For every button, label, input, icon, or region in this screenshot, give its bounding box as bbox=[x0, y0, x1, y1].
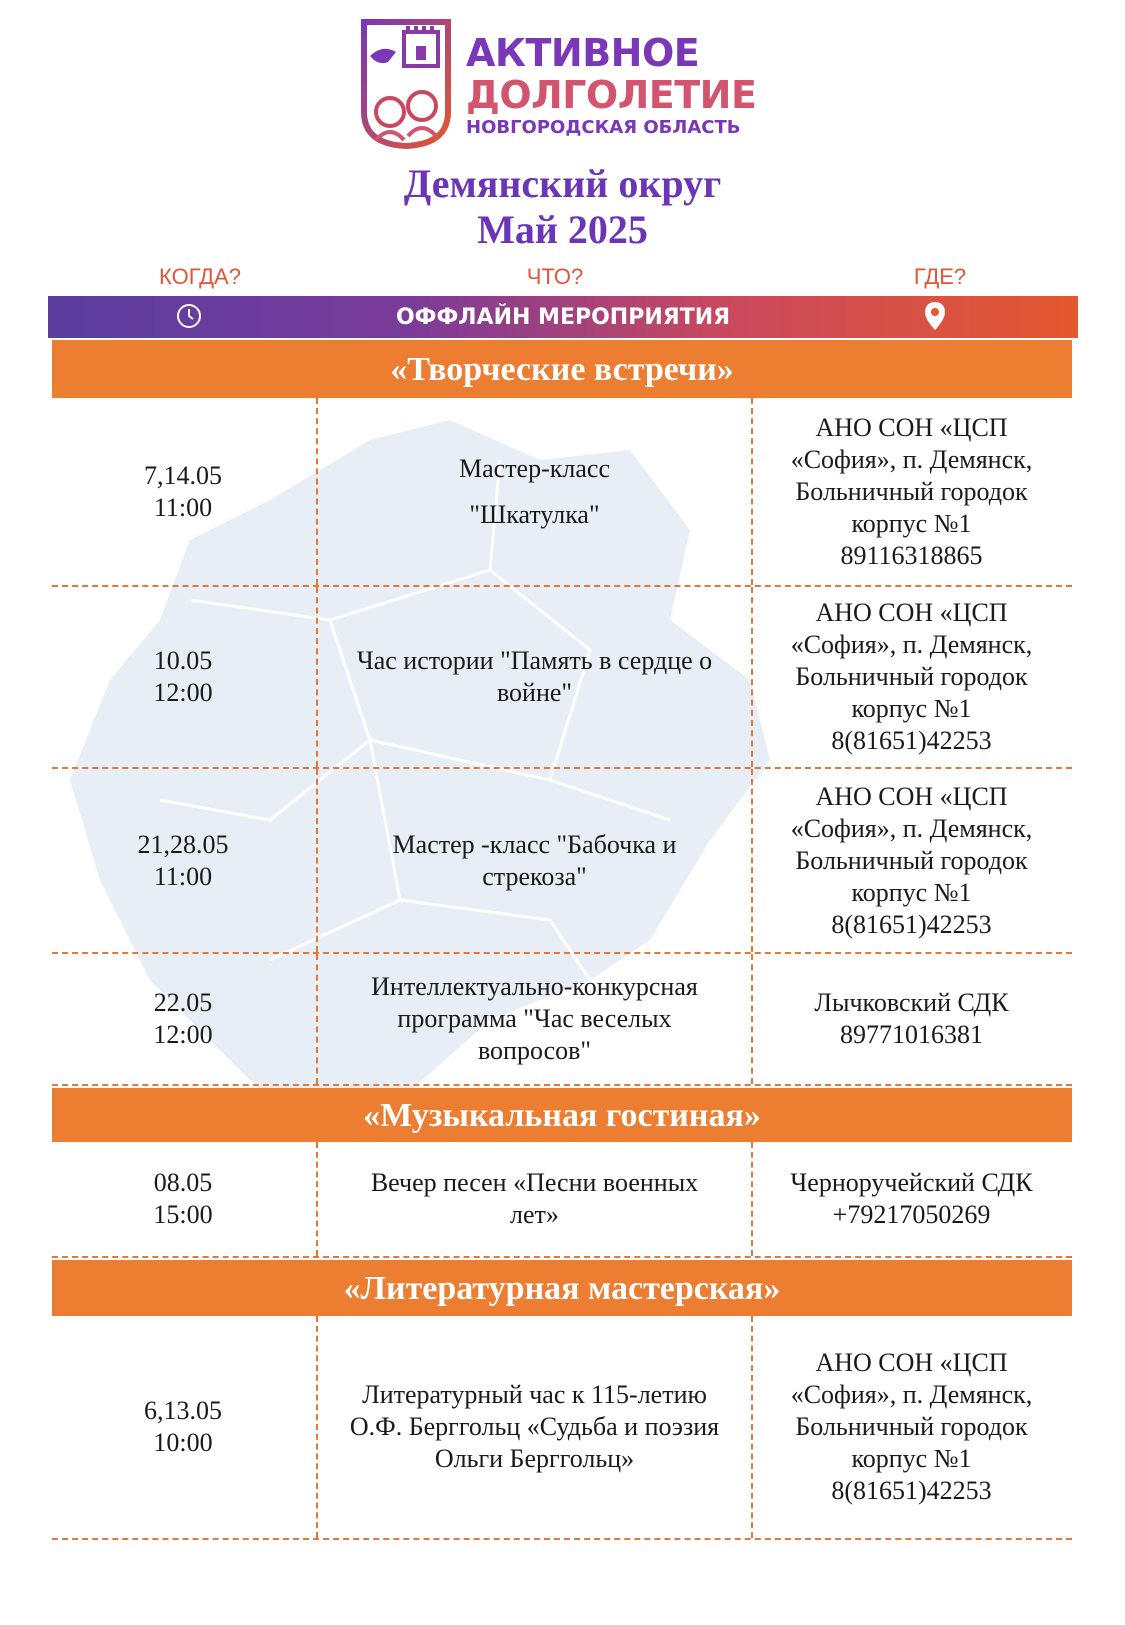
venue-line: АНО СОН «ЦСП bbox=[815, 781, 1008, 811]
event-title-line: Интеллектуально-конкурсная bbox=[371, 972, 698, 1001]
section-title: «Музыкальная гостиная» bbox=[52, 1088, 1072, 1142]
venue-phone: 8(81651)42253 bbox=[831, 1476, 992, 1505]
venue-phone: +79217050269 bbox=[832, 1200, 991, 1229]
venue-line: Больничный городок bbox=[795, 1412, 1028, 1441]
venue-line: корпус №1 bbox=[851, 694, 972, 723]
venue-line: «София», п. Демянск, bbox=[790, 1380, 1033, 1409]
event-title-line: Ольги Берггольц» bbox=[434, 1444, 635, 1473]
event-time: 11:00 bbox=[153, 861, 213, 891]
event-row bbox=[52, 398, 1072, 587]
venue-line: корпус №1 bbox=[851, 1444, 972, 1473]
event-time: 11:00 bbox=[153, 492, 213, 522]
event-date: 6,13.05 bbox=[144, 1396, 222, 1425]
event-title-line: программа "Час веселых bbox=[397, 1004, 672, 1033]
event-what bbox=[316, 769, 753, 952]
event-title-line: О.Ф. Берггольц «Судьба и поэзия bbox=[349, 1412, 720, 1441]
event-when bbox=[52, 587, 314, 767]
column-head-when: КОГДА? bbox=[159, 264, 241, 289]
venue-line: корпус №1 bbox=[851, 877, 972, 907]
district-title: Демянский округ bbox=[403, 161, 722, 206]
event-title-line: Час истории "Память в сердце о bbox=[356, 646, 713, 675]
event-when bbox=[52, 954, 314, 1084]
event-where bbox=[751, 1142, 1072, 1256]
event-when bbox=[52, 1142, 314, 1256]
event-when bbox=[52, 769, 314, 952]
event-date: 21,28.05 bbox=[137, 829, 229, 859]
venue-line: Больничный городок bbox=[795, 662, 1028, 691]
logo-title-line2: ДОЛГОЛЕТИЕ bbox=[466, 73, 757, 117]
band-label: ОФФЛАЙН МЕРОПРИЯТИЯ bbox=[395, 305, 731, 330]
event-time: 15:00 bbox=[153, 1200, 213, 1229]
event-where bbox=[751, 398, 1072, 585]
event-row bbox=[52, 587, 1072, 769]
venue-phone: 8(81651)42253 bbox=[831, 909, 992, 939]
event-time: 12:00 bbox=[153, 678, 213, 707]
logo-region: НОВГОРОДСКАЯ ОБЛАСТЬ bbox=[466, 117, 741, 138]
venue-line: Больничный городок bbox=[795, 845, 1028, 875]
event-what bbox=[316, 398, 753, 585]
event-title-line: Вечер песен «Песни военных bbox=[370, 1168, 699, 1197]
venue-line: АНО СОН «ЦСП bbox=[815, 412, 1008, 442]
event-date: 08.05 bbox=[153, 1168, 213, 1197]
event-title-line: Мастер-класс bbox=[459, 453, 610, 483]
venue-phone: 8(81651)42253 bbox=[831, 726, 992, 755]
event-where bbox=[751, 587, 1072, 767]
event-title-line: вопросов" bbox=[477, 1036, 592, 1065]
location-pin-icon bbox=[923, 300, 947, 332]
event-title-line: Литературный час к 115-летию bbox=[362, 1380, 707, 1409]
event-title-line: лет» bbox=[510, 1200, 559, 1229]
event-what bbox=[316, 587, 753, 767]
venue-phone: 89771016381 bbox=[840, 1020, 983, 1049]
venue-line: «София», п. Демянск, bbox=[790, 444, 1033, 474]
event-date: 10.05 bbox=[153, 646, 213, 675]
venue-line: «София», п. Демянск, bbox=[790, 630, 1033, 659]
venue-phone: 89116318865 bbox=[840, 540, 983, 570]
venue-line: Лычковский СДК bbox=[814, 988, 1009, 1017]
event-row bbox=[52, 1316, 1072, 1540]
venue-line: корпус №1 bbox=[851, 508, 972, 538]
venue-line: Черноручейский СДК bbox=[790, 1168, 1033, 1197]
event-what bbox=[316, 954, 753, 1084]
event-where bbox=[751, 769, 1072, 952]
event-where bbox=[751, 954, 1072, 1084]
logo bbox=[358, 16, 768, 150]
event-when bbox=[52, 1316, 314, 1538]
column-head-what: ЧТО? bbox=[526, 264, 584, 289]
event-date: 7,14.05 bbox=[144, 460, 222, 490]
section-title: «Творческие встречи» bbox=[52, 340, 1072, 398]
venue-line: «София», п. Демянск, bbox=[790, 813, 1033, 843]
event-row bbox=[52, 769, 1072, 954]
month-title: Май 2025 bbox=[477, 207, 648, 252]
event-date: 22.05 bbox=[153, 988, 213, 1017]
event-row bbox=[52, 954, 1072, 1086]
event-what bbox=[316, 1142, 753, 1256]
venue-line: АНО СОН «ЦСП bbox=[815, 1348, 1008, 1377]
venue-line: Больничный городок bbox=[795, 476, 1028, 506]
event-title-line: Мастер -класс "Бабочка и bbox=[392, 829, 677, 859]
event-time: 10:00 bbox=[153, 1428, 213, 1457]
column-headings bbox=[0, 264, 1125, 292]
venue-line: АНО СОН «ЦСП bbox=[815, 598, 1008, 627]
emblem-icon bbox=[358, 16, 454, 150]
section-title: «Литературная мастерская» bbox=[52, 1260, 1072, 1316]
event-time: 12:00 bbox=[153, 1020, 213, 1049]
event-when bbox=[52, 398, 314, 585]
event-title-line: стрекоза" bbox=[482, 861, 587, 891]
event-where bbox=[751, 1316, 1072, 1538]
event-what bbox=[316, 1316, 753, 1538]
logo-title-line1: АКТИВНОЕ bbox=[466, 31, 700, 75]
event-title-line: "Шкатулка" bbox=[469, 499, 600, 529]
column-head-where: ГДЕ? bbox=[913, 264, 967, 289]
offline-events-band bbox=[48, 296, 1078, 338]
event-title-line: войне" bbox=[496, 678, 573, 707]
event-row bbox=[52, 1142, 1072, 1258]
